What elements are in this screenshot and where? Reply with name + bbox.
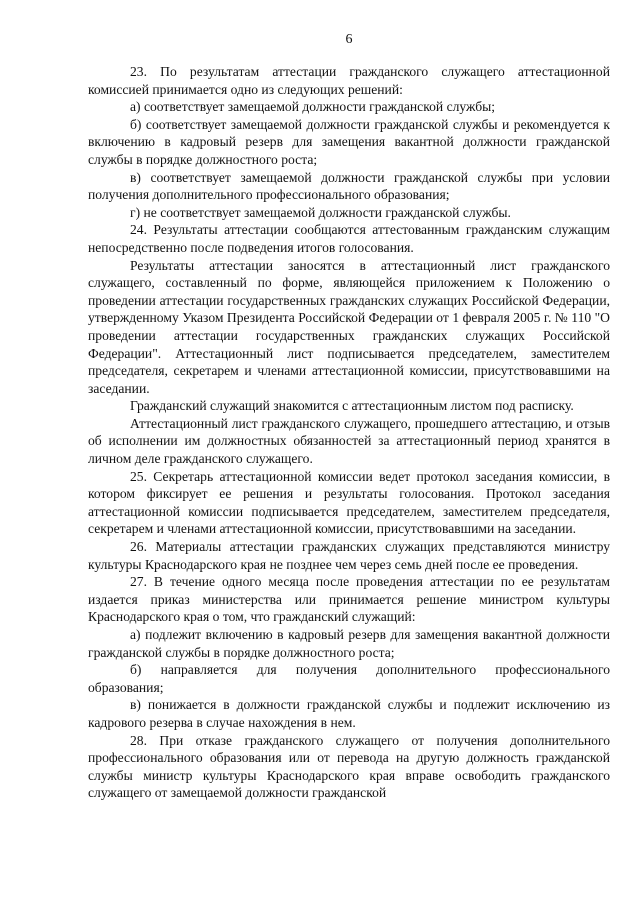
paragraph-24-results: Результаты аттестации заносятся в аттестационный лист гражданского служащего, составленный по форме, являющейся приложением к Положению о проведении аттестации государственных гражданских служащих Российской Федерации, утвержденному Указом Президента Российской Федерации от 1 февраля 2005 г. № 110 "О проведении аттестации государственных гражданских служащих Российской Федерации". Аттестационный лист подписывается председателем, заместителем председателя, секретарем и членами аттестационной комиссии, присутствовавшими на заседании. [88, 257, 610, 396]
document-body [88, 63, 610, 802]
paragraph-28: 28. При отказе гражданского служащего от получения дополнительного профессионального образования или от перевода на другую должность гражданской службы министр культуры Краснодарского края вправе освободить гражданского служащего от замещаемой должности гражданской [88, 732, 610, 801]
paragraph-24-receipt: Гражданский служащий знакомится с аттестационным листом под расписку. [130, 398, 574, 414]
paragraph-23-a: а) соответствует замещаемой должности гражданской службы; [130, 99, 496, 115]
paragraph-27-a: а) подлежит включению в кадровый резерв для замещения вакантной должности гражданской службы в порядке должностного роста; [88, 627, 610, 660]
paragraph-23-g: г) не соответствует замещаемой должности гражданской службы. [130, 204, 511, 220]
paragraph-27: 27. В течение одного месяца после проведения аттестации по ее результатам издается приказ министерства или принимается решение министром культуры Краснодарского края о том, что гражданский служащий: [88, 574, 610, 625]
paragraph-23: 23. По результатам аттестации гражданского служащего аттестационной комиссией принимается одно из следующих решений: [88, 64, 610, 97]
paragraph-25: 25. Секретарь аттестационной комиссии ведет протокол заседания комиссии, в котором фиксирует ее решения и результаты голосования. Протокол заседания аттестационной комиссии подписывается председателем, заместителем председателя, секретарем и членами аттестационной комиссии, присутствовавшими на заседании. [88, 468, 610, 537]
paragraph-27-v: в) понижается в должности гражданской службы и подлежит исключению из кадрового резерва в случае нахождения в нем. [88, 697, 610, 730]
page-number: 6 [345, 32, 353, 47]
paragraph-23-b: б) соответствует замещаемой должности гражданской службы и рекомендуется к включению в кадровый резерв для замещения вакантной должности гражданской службы в порядке должностного роста; [88, 116, 610, 167]
paragraph-24: 24. Результаты аттестации сообщаются аттестованным гражданским служащим непосредственно после подведения итогов голосования. [88, 222, 610, 255]
paragraph-26: 26. Материалы аттестации гражданских служащих представляются министру культуры Краснодарского края не позднее чем через семь дней после ее проведения. [88, 539, 610, 572]
paragraph-27-b: б) направляется для получения дополнительного профессионального образования; [88, 662, 610, 695]
paragraph-24-storage: Аттестационный лист гражданского служащего, прошедшего аттестацию, и отзыв об исполнении им должностных обязанностей за аттестационный период хранятся в личном деле гражданского служащего. [88, 415, 610, 467]
paragraph-23-v: в) соответствует замещаемой должности гражданской службы при условии получения дополнительного профессионального образования; [88, 169, 610, 203]
